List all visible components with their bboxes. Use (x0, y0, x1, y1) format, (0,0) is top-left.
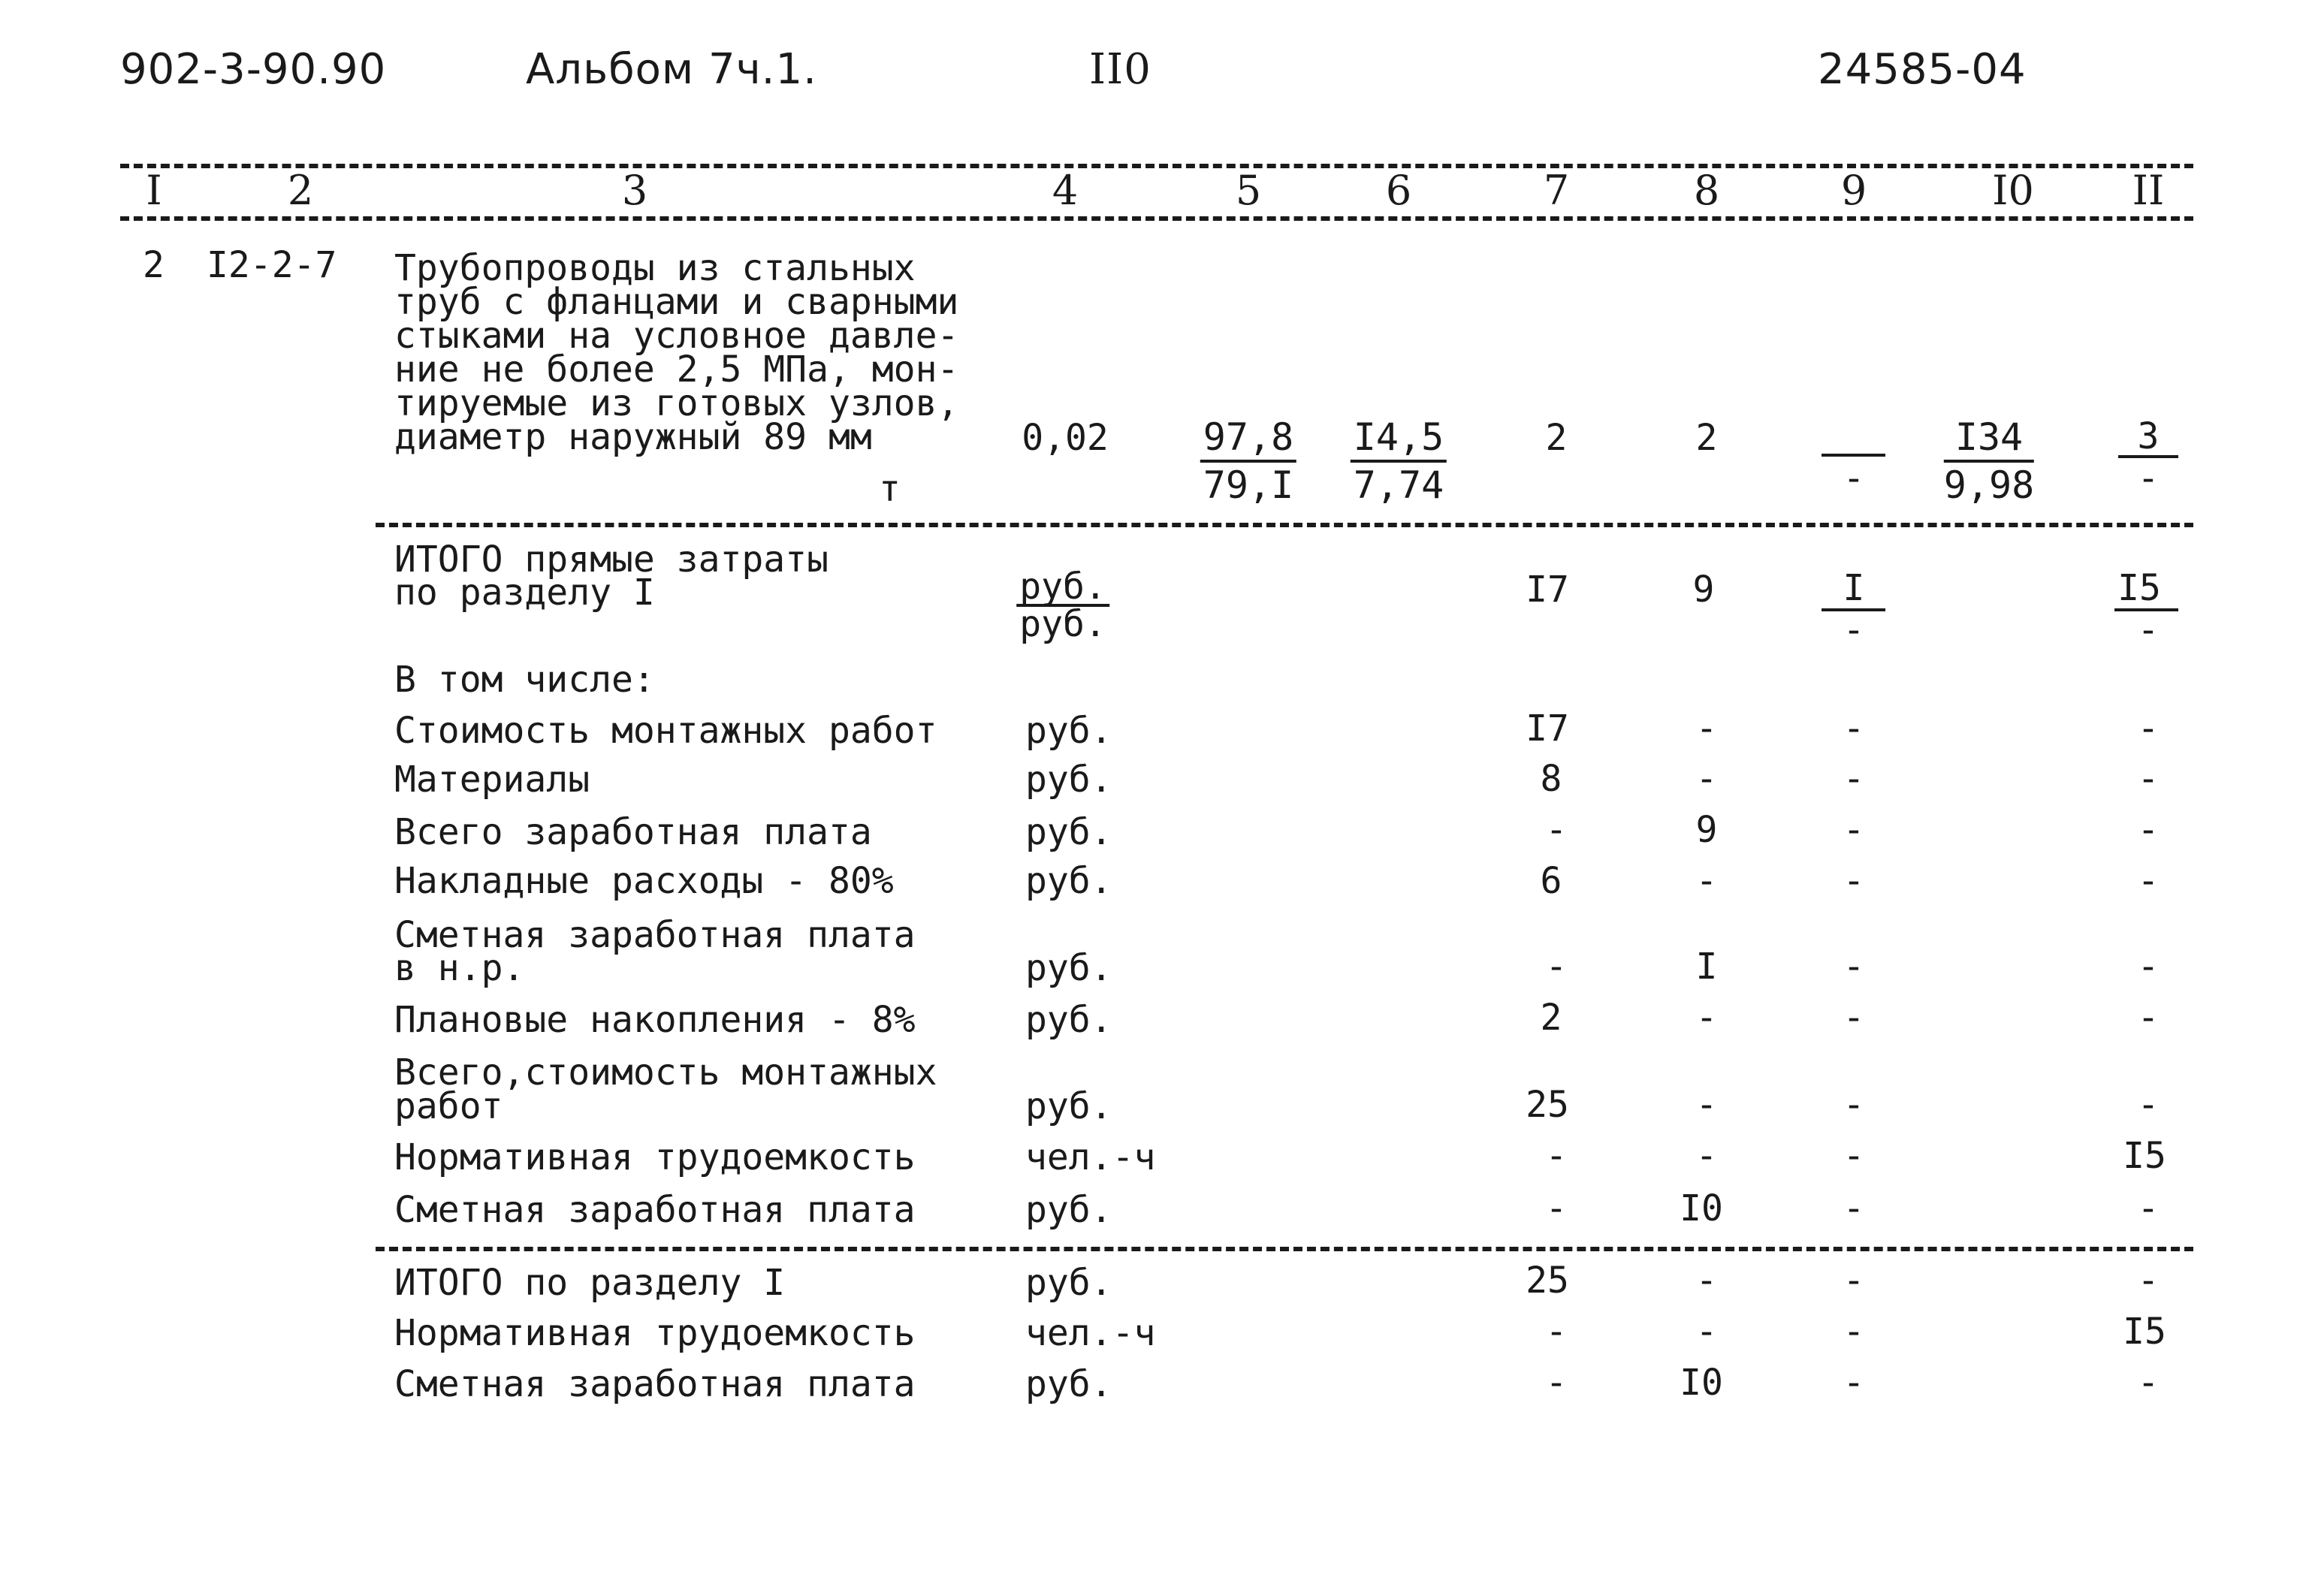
row-unit: руб. (1025, 759, 1112, 801)
fraction-denominator: 79,I (1203, 463, 1294, 507)
fraction-numerator: I34 (1944, 415, 2034, 463)
row-label: Стоимость монтажных работ (394, 710, 937, 752)
row-col8: I0 (1680, 1362, 1723, 1404)
row-col9: - (1843, 946, 1865, 988)
description-line: стыками на условное давле- (394, 315, 959, 357)
total-direct-label-line2: по разделу I (394, 572, 655, 614)
row-label: Всего,стоимость монтажных (394, 1051, 937, 1094)
row-col8: - (1695, 707, 1718, 750)
row-col7: - (1545, 1187, 1568, 1229)
row-label: Нормативная трудоемкость (394, 1312, 916, 1354)
row-col7: - (1545, 1311, 1568, 1353)
col-num-9: 9 (1840, 167, 1867, 214)
row-unit: руб. (1025, 1085, 1112, 1127)
row-col9: - (1843, 809, 1865, 851)
item-qty: 0,02 (1022, 417, 1109, 459)
row-label: ИТОГО по разделу I (394, 1262, 786, 1304)
row-col8: I (1695, 946, 1718, 988)
item-col5-fraction (1200, 415, 1296, 508)
row-label-line2: в н.р. (394, 947, 525, 989)
document-number: 24585-04 (1818, 45, 2027, 94)
total-direct-label-line1: ИТОГО прямые затраты (394, 539, 829, 581)
row-label: Нормативная трудоемкость (394, 1136, 916, 1178)
col-num-8: 8 (1693, 167, 1720, 214)
total-direct-unit-fraction (1016, 566, 1109, 645)
row-unit: руб. (1025, 947, 1112, 989)
column-numbers-row (0, 167, 2306, 219)
item-col10-fraction (1944, 415, 2034, 508)
row-col7: 8 (1540, 758, 1562, 800)
row-col8: 9 (1695, 809, 1718, 851)
row-label: Накладные расходы - 80% (394, 860, 894, 902)
row-col11: - (2137, 997, 2160, 1039)
row-col7: I7 (1526, 707, 1569, 750)
row-col11: - (2137, 1260, 2160, 1302)
row-col7: 6 (1540, 860, 1562, 902)
total-direct-col11-top: I5 (2117, 567, 2161, 609)
row-col11: - (2137, 860, 2160, 902)
page-number: II0 (1089, 45, 1151, 94)
row-col9: - (1843, 860, 1865, 902)
row-col7: - (1545, 1135, 1568, 1177)
row-col9: - (1843, 758, 1865, 800)
col-num-5: 5 (1235, 167, 1262, 214)
total-direct-col9-bottom: - (1843, 609, 1865, 651)
row-col9: - (1843, 1187, 1865, 1229)
col-num-1: I (146, 167, 162, 214)
row-col9: - (1843, 1084, 1865, 1126)
row-col7: 25 (1526, 1084, 1569, 1126)
item-col6-fraction (1351, 415, 1447, 508)
fraction-denominator: 7,74 (1353, 463, 1444, 507)
row-label: Материалы (394, 759, 590, 801)
item-unit: т (879, 468, 901, 510)
row-col7: 2 (1540, 997, 1562, 1039)
row-col9: - (1843, 1311, 1865, 1353)
row-col9: - (1843, 707, 1865, 750)
row-label-line2: работ (394, 1085, 503, 1127)
description-line: тируемые из готовых узлов, (394, 382, 959, 424)
row-unit: руб. (1025, 1189, 1112, 1231)
description-line: труб с фланцами и сварными (394, 281, 959, 323)
row-col8: - (1695, 758, 1718, 800)
item-col9-bottom: - (1843, 457, 1865, 499)
description-line: ние не более 2,5 МПа, мон- (394, 348, 959, 391)
fraction-numerator: I4,5 (1351, 415, 1447, 463)
row-label: Сметная заработная плата (394, 914, 916, 956)
row-col11: - (2137, 809, 2160, 851)
total-direct-col8: 9 (1692, 569, 1715, 611)
row-label: Плановые накопления - 8% (394, 999, 916, 1041)
row-unit: чел.-ч (1025, 1136, 1156, 1178)
row-label: Сметная заработная плата (394, 1363, 916, 1405)
row-col8: - (1695, 860, 1718, 902)
divider-item (376, 523, 2193, 527)
row-col11: I5 (2123, 1135, 2166, 1177)
including-label: В том числе: (394, 659, 655, 701)
total-direct-col9-top: I (1843, 567, 1865, 609)
col-num-6: 6 (1385, 167, 1412, 214)
row-label: Всего заработная плата (394, 811, 872, 853)
row-col9: - (1843, 997, 1865, 1039)
row-col7: 25 (1526, 1260, 1569, 1302)
description-line: Трубопроводы из стальных (394, 247, 916, 289)
total-direct-col11-bottom: - (2137, 609, 2160, 651)
row-col11: - (2137, 1187, 2160, 1229)
item-col11-top: 3 (2137, 415, 2160, 457)
row-unit: руб. (1025, 1262, 1112, 1304)
row-unit: чел.-ч (1025, 1312, 1156, 1354)
row-col11: - (2137, 758, 2160, 800)
item-col7: 2 (1545, 417, 1568, 459)
col-num-11: II (2132, 167, 2165, 214)
col-num-2: 2 (287, 167, 314, 214)
fraction-numerator: руб. (1016, 569, 1109, 607)
item-number: 2 (143, 244, 164, 286)
row-col8: - (1695, 1311, 1718, 1353)
row-col9: - (1843, 1362, 1865, 1404)
row-unit: руб. (1025, 1363, 1112, 1405)
row-col8: - (1695, 1260, 1718, 1302)
fraction-denominator: руб. (1019, 603, 1106, 645)
row-unit: руб. (1025, 811, 1112, 853)
document-code: 902-3-90.90 (120, 45, 387, 94)
row-unit: руб. (1025, 999, 1112, 1041)
row-col11: I5 (2123, 1311, 2166, 1353)
col-num-4: 4 (1052, 167, 1079, 214)
divider-header (120, 216, 2193, 221)
item-col11-bottom: - (2137, 457, 2160, 499)
col-num-7: 7 (1543, 167, 1570, 214)
row-col8: - (1695, 1135, 1718, 1177)
fraction-numerator: 97,8 (1200, 415, 1296, 463)
row-label: Сметная заработная плата (394, 1189, 916, 1231)
item-col8: 2 (1695, 417, 1718, 459)
row-col8: - (1695, 1084, 1718, 1126)
row-col7: - (1545, 1362, 1568, 1404)
row-col11: - (2137, 946, 2160, 988)
row-col9: - (1843, 1135, 1865, 1177)
row-col9: - (1843, 1260, 1865, 1302)
row-col8: - (1695, 997, 1718, 1039)
row-unit: руб. (1025, 860, 1112, 902)
col-num-10: I0 (1992, 167, 2034, 214)
row-col11: - (2137, 707, 2160, 750)
item-col9-bar (1822, 454, 1885, 457)
row-col7: - (1545, 946, 1568, 988)
row-unit: руб. (1025, 710, 1112, 752)
total-direct-col7: I7 (1526, 569, 1569, 611)
album-label: Альбом 7ч.1. (526, 45, 817, 94)
row-col11: - (2137, 1084, 2160, 1126)
item-code: I2-2-7 (207, 244, 337, 286)
divider-section (376, 1247, 2193, 1251)
fraction-denominator: 9,98 (1943, 463, 2035, 507)
row-col11: - (2137, 1362, 2160, 1404)
row-col7: - (1545, 809, 1568, 851)
description-line: диаметр наружный 89 мм (394, 416, 872, 458)
col-num-3: 3 (621, 167, 648, 214)
row-col8: I0 (1680, 1187, 1723, 1229)
